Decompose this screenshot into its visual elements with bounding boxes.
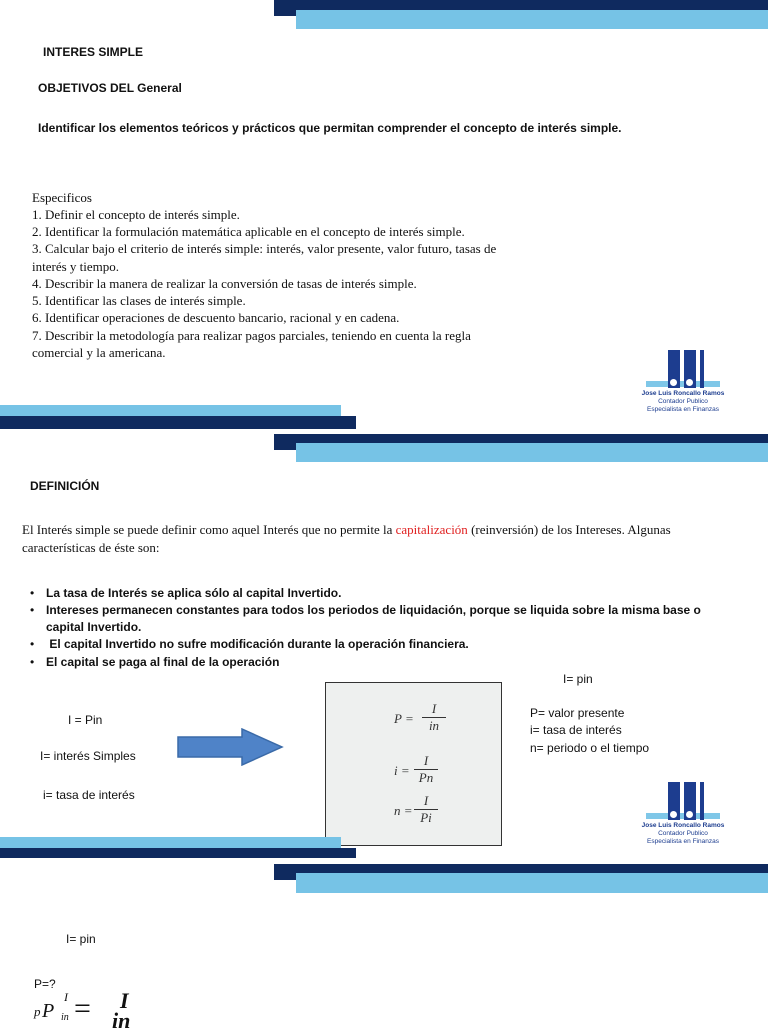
list-item: 1. Definir el concepto de interés simple. — [32, 207, 240, 222]
arrow-right-icon — [176, 728, 284, 766]
formula-line: P=? — [34, 977, 56, 991]
logo-line2: Contador Publico — [658, 398, 708, 405]
bullet-item — [30, 620, 141, 634]
bullet-item: • Intereses permanecen constantes para todos los periodos de liquidación, porque se liquida sobre la misma base o — [30, 603, 701, 617]
bullet-text: Intereses permanecen constantes para todos los periodos de liquidación, porque se liquida sobre la misma base o — [46, 603, 701, 617]
right-def: n= periodo o el tiempo — [530, 741, 650, 755]
intro-text: El Interés simple se puede definir como aquel Interés que no permite la — [22, 522, 396, 537]
logo-dot — [670, 379, 677, 386]
logo-dot — [686, 379, 693, 386]
definition-intro — [22, 522, 671, 538]
list-item: comercial y la americana. — [32, 345, 166, 360]
intro-highlight: capitalización — [395, 522, 468, 537]
definition-intro-line2: características de éste son: — [22, 540, 160, 555]
left-def: i= tasa de interés — [43, 788, 135, 802]
definition-heading: DEFINICIÓN — [30, 479, 100, 493]
bullet-text: El capital Invertido no sufre modificación durante la operación financiera. — [46, 637, 469, 651]
intro-text: (reinversión) de los Intereses. Algunas — [467, 522, 671, 537]
logo-line3: Especialista en Finanzas — [647, 838, 719, 845]
left-def: I= interés Simples — [40, 749, 136, 763]
formula-image: P = I in i = I Pn n = I Pi — [325, 682, 502, 846]
list-item: 2. Identificar la formulación matemática aplicable en el concepto de interés simple. — [32, 224, 465, 239]
bullet-text: capital Invertido. — [46, 620, 142, 634]
right-def: i= tasa de interés — [530, 723, 622, 737]
logo-name: Jose Luis Roncallo Ramos — [641, 390, 725, 397]
logo-text — [628, 390, 738, 414]
bottom-bar-dark — [0, 416, 356, 429]
logo — [628, 350, 738, 420]
logo-column — [700, 782, 704, 820]
logo-dot — [686, 811, 693, 818]
right-def: P= valor presente — [530, 706, 625, 720]
slide-3 — [0, 864, 768, 1033]
logo-light-bar — [646, 813, 720, 819]
logo-line3: Especialista en Finanzas — [647, 406, 719, 413]
logo-name: Jose Luis Roncallo Ramos — [641, 822, 725, 829]
slide-2 — [0, 434, 768, 858]
bullet-item: • El capital se paga al final de la operación — [30, 655, 280, 669]
objectives-heading: OBJETIVOS DEL General — [38, 81, 182, 95]
bullet-text: El capital se paga al final de la operación — [46, 655, 280, 669]
logo-light-bar — [646, 381, 720, 387]
list-item: 7. Describir la metodología para realizar pagos parciales, teniendo en cuenta la regla — [32, 328, 471, 343]
list-item: 5. Identificar las clases de interés simple. — [32, 293, 246, 308]
bullet-text: La tasa de Interés se aplica sólo al capital Invertido. — [46, 586, 342, 600]
left-formula: I = Pin — [68, 713, 103, 727]
general-objective: Identificar los elementos teóricos y prácticos que permitan comprender el concepto de interés simple. — [38, 121, 622, 135]
top-bar-light — [296, 873, 768, 893]
formula-p: p P I in = I in — [34, 988, 131, 1033]
logo-line2: Contador Publico — [658, 830, 708, 837]
top-bar-light — [296, 443, 768, 462]
bullet-item: • El capital Invertido no sufre modificación durante la operación financiera. — [30, 637, 469, 651]
logo-column — [700, 350, 704, 388]
formula-line: I= pin — [66, 932, 96, 946]
list-item: 6. Identificar operaciones de descuento bancario, racional y en cadena. — [32, 310, 400, 325]
logo-text — [628, 822, 738, 846]
right-formula: I= pin — [563, 672, 593, 686]
list-item: 4. Describir la manera de realizar la conversión de tasas de interés simple. — [32, 276, 417, 291]
list-item: 3. Calcular bajo el criterio de interés simple: interés, valor presente, valor futuro, tasas de — [32, 241, 497, 256]
slide-title: INTERES SIMPLE — [43, 45, 144, 59]
slide-1 — [0, 0, 768, 428]
top-bar-light — [296, 10, 768, 29]
logo-dot — [670, 811, 677, 818]
bullet-item: • La tasa de Interés se aplica sólo al capital Invertido. — [30, 586, 342, 600]
logo — [628, 782, 738, 852]
list-item: interés y tiempo. — [32, 259, 120, 274]
bottom-bar-dark — [0, 848, 356, 858]
specifics-heading: Especificos — [32, 190, 92, 205]
